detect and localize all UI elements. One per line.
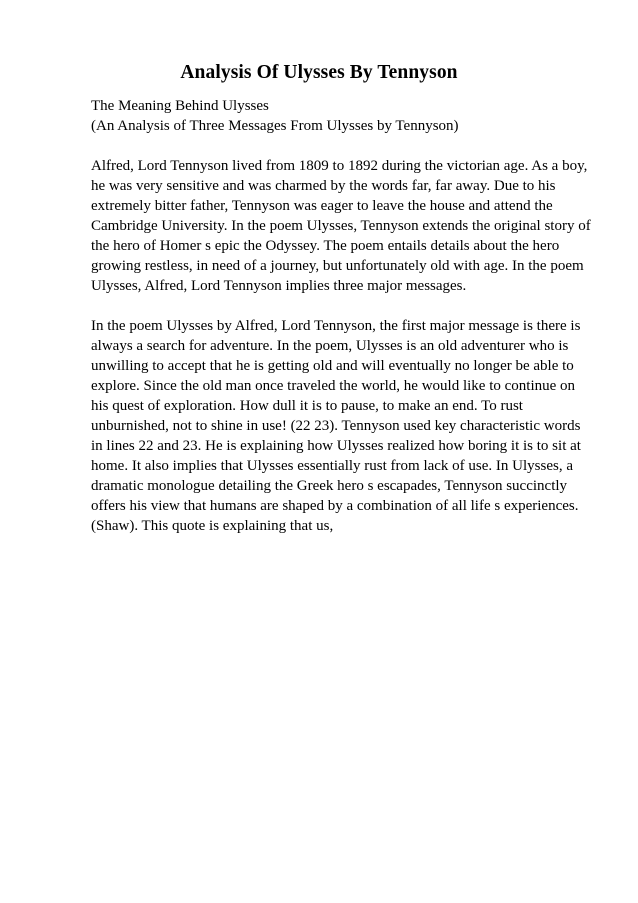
paragraph-line: he was very sensitive and was charmed by the words far, far away. Due to his (91, 178, 556, 194)
paragraph (91, 156, 591, 296)
paragraph-line: always a search for adventure. In the poem, Ulysses is an old adventurer who is (91, 338, 569, 354)
paragraph (91, 316, 591, 536)
subtitle-line: The Meaning Behind Ulysses (91, 98, 269, 114)
paragraph-line: unburnished, not to shine in use! (22 23). Tennyson used key characteristic words (91, 418, 581, 434)
subtitle-line: (An Analysis of Three Messages From Ulysses by Tennyson) (91, 118, 459, 134)
paragraph-line: in lines 22 and 23. He is explaining how Ulysses realized how boring it is to sit at (91, 438, 581, 454)
document-body (91, 96, 591, 556)
heading-block (91, 96, 591, 136)
document-title: Analysis Of Ulysses By Tennyson (180, 62, 458, 83)
paragraph-line: Ulysses, Alfred, Lord Tennyson implies three major messages. (91, 278, 467, 294)
paragraph-line: offers his view that humans are shaped by a combination of all life s experiences. (91, 498, 579, 514)
paragraph-line: extremely bitter father, Tennyson was eager to leave the house and attend the (91, 198, 553, 214)
paragraph-line: the hero of Homer s epic the Odyssey. The poem entails details about the hero (91, 238, 560, 254)
paragraph-line: home. It also implies that Ulysses essentially rust from lack of use. In Ulysses, a (91, 458, 573, 474)
paragraph-line: dramatic monologue detailing the Greek hero s escapades, Tennyson succinctly (91, 478, 568, 494)
paragraph-line: unwilling to accept that he is getting old and will eventually no longer be able to (91, 358, 574, 374)
paragraph-line: explore. Since the old man once traveled the world, he would like to continue on (91, 378, 576, 394)
paragraph-line: Alfred, Lord Tennyson lived from 1809 to 1892 during the victorian age. As a boy, (91, 158, 588, 174)
paragraph-line: his quest of exploration. How dull it is to pause, to make an end. To rust (91, 398, 523, 414)
paragraph-line: growing restless, in need of a journey, but unfortunately old with age. In the poem (91, 258, 584, 274)
paragraph-line: Cambridge University. In the poem Ulysses, Tennyson extends the original story of (91, 218, 591, 234)
paragraph-line: (Shaw). This quote is explaining that us, (91, 518, 334, 534)
paragraph-line: In the poem Ulysses by Alfred, Lord Tennyson, the first major message is there is (91, 318, 581, 334)
